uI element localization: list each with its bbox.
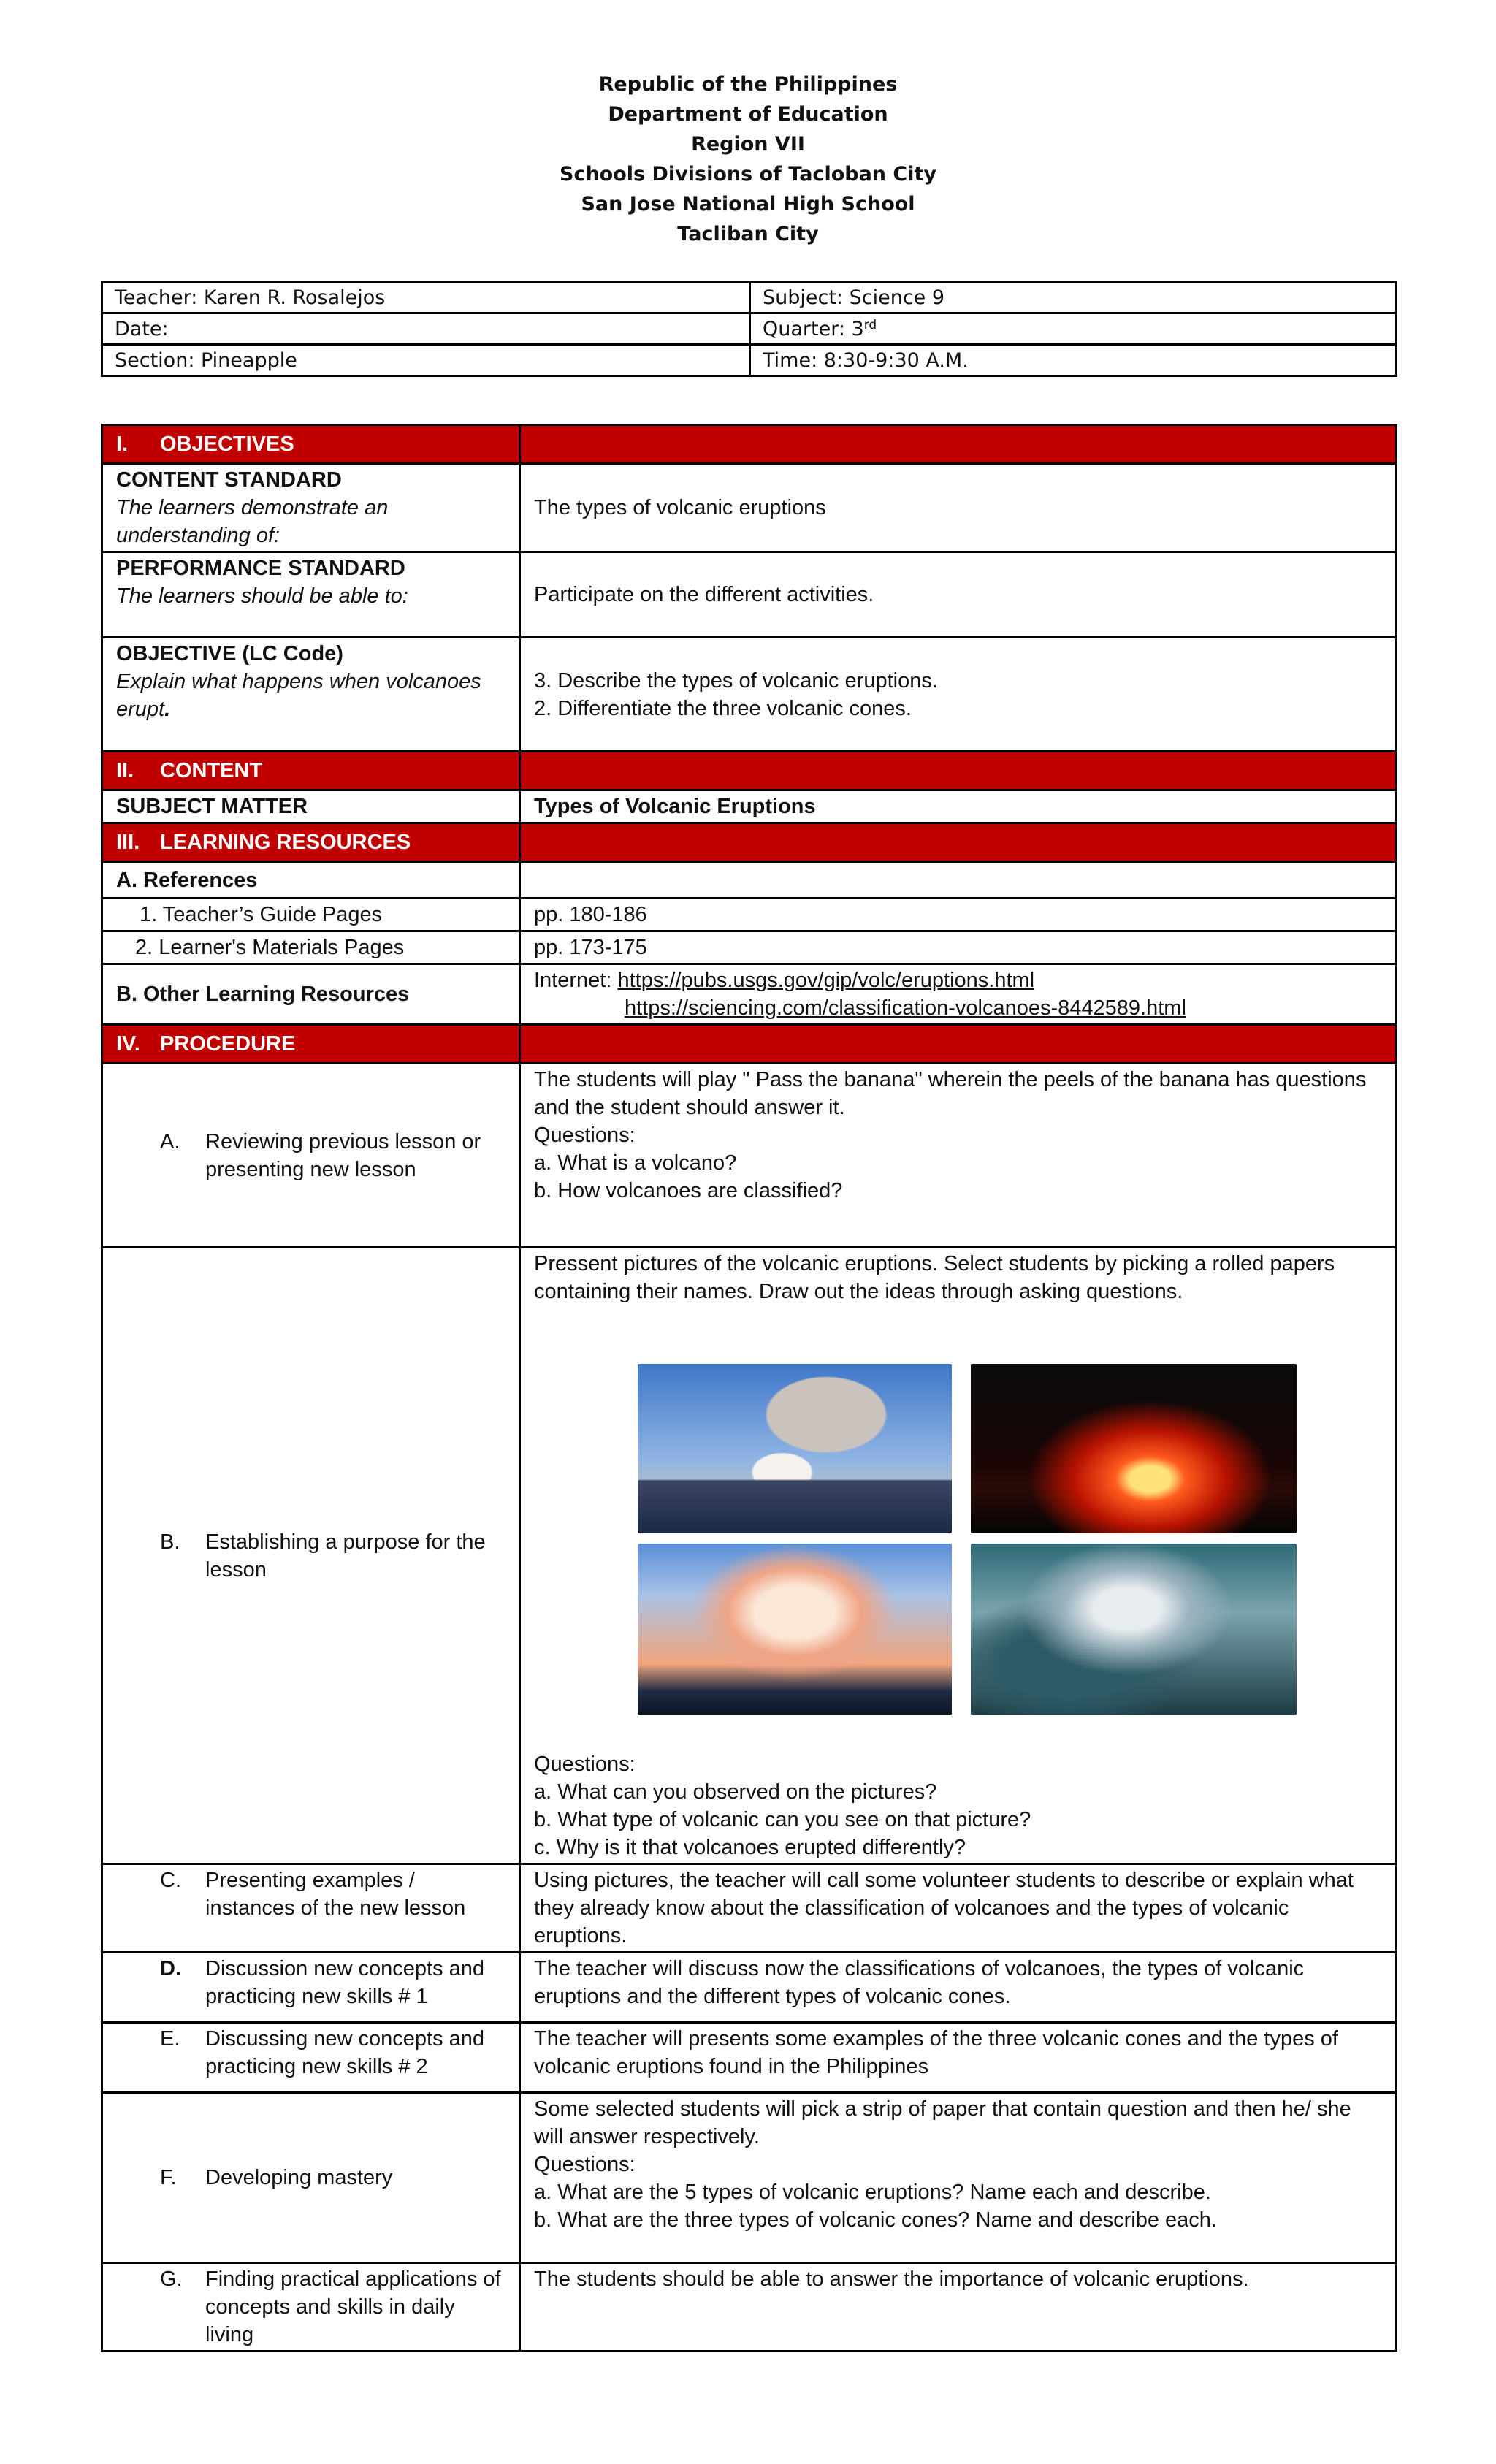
procedure-a-label-cell: A. Reviewing previous lesson or presenting new lesson xyxy=(102,1064,520,1248)
procedure-d-text: The teacher will discuss now the classifications of volcanoes, the types of volcanic eruptions and the different types of volcanic cones. xyxy=(520,1953,1397,2023)
procedure-f-label: Developing mastery xyxy=(205,2166,393,2189)
subject-matter-label: SUBJECT MATTER xyxy=(102,790,520,823)
performance-standard-value: Participate on the different activities. xyxy=(520,552,1397,638)
procedure-b-row xyxy=(102,1248,1397,1864)
time-cell: Time: 8:30-9:30 A.M. xyxy=(750,345,1397,376)
objective-item-3: 3. Describe the types of volcanic eruptions. xyxy=(534,668,938,693)
objective-label: OBJECTIVE (LC Code) xyxy=(116,642,343,665)
objectives-header-row xyxy=(102,425,1397,464)
procedure-e-label-cell: E. Discussing new concepts and practicing new skills # 2 xyxy=(102,2023,520,2093)
procedure-b-label-cell: B. Establishing a purpose for the lesson xyxy=(102,1248,520,1864)
header-department: Department of Education xyxy=(608,103,888,126)
content-standard-label: CONTENT STANDARD xyxy=(116,468,342,492)
subject-matter-row xyxy=(102,790,1397,823)
procedure-g-label-cell: G. Finding practical applications of concepts and skills in daily living xyxy=(102,2263,520,2352)
resources-header: III. LEARNING RESOURCES xyxy=(102,823,520,862)
usgs-link[interactable]: https://pubs.usgs.gov/gip/volc/eruptions.html xyxy=(617,969,1035,992)
teachers-guide-label: 1. Teacher’s Guide Pages xyxy=(102,899,520,931)
procedure-d-row xyxy=(102,1953,1397,2023)
other-resources-label: B. Other Learning Resources xyxy=(102,964,520,1025)
section-cell: Section: Pineapple xyxy=(102,345,750,376)
learners-materials-label: 2. Learner's Materials Pages xyxy=(102,931,520,964)
procedure-a-question-2: b. How volcanoes are classified? xyxy=(534,1179,843,1202)
procedure-a-questions-label: Questions: xyxy=(534,1124,636,1147)
references-row xyxy=(102,862,1397,899)
quarter-cell xyxy=(750,313,1397,345)
info-table xyxy=(101,281,1397,377)
learners-materials-value: pp. 173-175 xyxy=(520,931,1397,964)
procedure-header-row xyxy=(102,1025,1397,1064)
quarter-text: Quarter: 3 xyxy=(763,317,864,340)
procedure-b-text: Pressent pictures of the volcanic eruptions. Select students by picking a rolled papers containing their names. Draw out the ideas through asking questions. xyxy=(534,1252,1335,1303)
performance-standard-row xyxy=(102,552,1397,638)
procedure-b-label: Establishing a purpose for the lesson xyxy=(205,1530,486,1582)
date-cell: Date: xyxy=(102,313,750,345)
eruption-photo-ash-column xyxy=(971,1544,1297,1715)
objective-row xyxy=(102,638,1397,752)
content-standard-label-cell xyxy=(102,464,520,552)
procedure-e-label: Discussing new concepts and practicing new skills # 2 xyxy=(205,2027,485,2078)
other-resources-row xyxy=(102,964,1397,1025)
procedure-e-text: The teacher will presents some examples of the three volcanic cones and the types of volcanic eruptions found in the Philippines xyxy=(520,2023,1397,2093)
header-republic: Republic of the Philippines xyxy=(598,73,898,96)
procedure-f-content xyxy=(520,2093,1397,2263)
eruption-photo-mushroom-cloud xyxy=(638,1544,952,1715)
school-header xyxy=(0,69,1496,249)
procedure-b-questions-label: Questions: xyxy=(534,1752,636,1776)
procedure-c-label-cell: C. Presenting examples / instances of the new lesson xyxy=(102,1864,520,1953)
teacher-cell: Teacher: Karen R. Rosalejos xyxy=(102,282,750,313)
procedure-b-question-1: a. What can you observed on the pictures? xyxy=(534,1780,937,1804)
objective-label-cell xyxy=(102,638,520,752)
procedure-f-question-1: a. What are the 5 types of volcanic eruptions? Name each and describe. xyxy=(534,2181,1211,2204)
content-standard-sub: The learners demonstrate an understanding of: xyxy=(116,496,389,547)
procedure-a-question-1: a. What is a volcano? xyxy=(534,1151,737,1175)
procedure-e-row xyxy=(102,2023,1397,2093)
procedure-f-row xyxy=(102,2093,1397,2263)
objective-sub: Explain what happens when volcanoes erupt. xyxy=(116,670,481,721)
procedure-a-text: The students will play " Pass the banana" wherein the peels of the banana has questions and the student should answer it. xyxy=(534,1068,1367,1119)
performance-standard-sub: The learners should be able to: xyxy=(116,584,408,608)
procedure-a-label: Reviewing previous lesson or presenting new lesson xyxy=(205,1129,481,1181)
procedure-f-questions-label: Questions: xyxy=(534,2153,636,2176)
quarter-suffix: rd xyxy=(863,317,877,332)
learners-materials-row xyxy=(102,931,1397,964)
procedure-d-label: Discussion new concepts and practicing new skills # 1 xyxy=(205,1957,485,2008)
content-standard-value: The types of volcanic eruptions xyxy=(520,464,1397,552)
content-header: II. CONTENT xyxy=(102,752,520,790)
resources-header-row xyxy=(102,823,1397,862)
procedure-b-question-2: b. What type of volcanic can you see on that picture? xyxy=(534,1808,1031,1831)
procedure-c-row xyxy=(102,1864,1397,1953)
references-label: A. References xyxy=(102,862,520,899)
procedure-g-label: Finding practical applications of concepts and skills in daily living xyxy=(205,2267,501,2346)
sciencing-link[interactable]: https://sciencing.com/classification-volcanoes-8442589.html xyxy=(625,996,1186,1020)
objective-value-cell xyxy=(520,638,1397,752)
performance-standard-label-cell xyxy=(102,552,520,638)
objectives-header: I. OBJECTIVES xyxy=(102,425,520,464)
eruption-photos xyxy=(638,1364,1382,1715)
procedure-f-label-cell: F. Developing mastery xyxy=(102,2093,520,2263)
content-header-row xyxy=(102,752,1397,790)
teachers-guide-value: pp. 180-186 xyxy=(520,899,1397,931)
header-region: Region VII xyxy=(691,133,805,156)
procedure-a-row xyxy=(102,1064,1397,1248)
procedure-c-text: Using pictures, the teacher will call some volunteer students to describe or explain what they already know about the classification of volcanoes and the types of volcanic eruptions. xyxy=(520,1864,1397,1953)
subject-matter-value: Types of Volcanic Eruptions xyxy=(520,790,1397,823)
procedure-g-row xyxy=(102,2263,1397,2352)
procedure-b-content xyxy=(520,1248,1397,1864)
procedure-a-content xyxy=(520,1064,1397,1248)
content-standard-row xyxy=(102,464,1397,552)
header-school: San Jose National High School xyxy=(581,193,915,215)
teachers-guide-row xyxy=(102,899,1397,931)
objective-item-2: 2. Differentiate the three volcanic cones. xyxy=(534,696,912,720)
internet-label: Internet: xyxy=(534,969,612,992)
eruption-photo-ash-plume xyxy=(638,1364,952,1533)
procedure-f-text: Some selected students will pick a strip of paper that contain question and then he/ she will answer respectively. xyxy=(534,2097,1351,2148)
procedure-c-label: Presenting examples / instances of the new lesson xyxy=(205,1869,466,1920)
procedure-header: IV. PROCEDURE xyxy=(102,1025,520,1064)
header-city: Tacliban City xyxy=(677,223,819,245)
other-resources-value xyxy=(520,964,1397,1025)
procedure-d-label-cell: D. Discussion new concepts and practicing new skills # 1 xyxy=(102,1953,520,2023)
header-division: Schools Divisions of Tacloban City xyxy=(560,163,936,186)
subject-cell: Subject: Science 9 xyxy=(750,282,1397,313)
eruption-photo-lava-fountain xyxy=(971,1364,1297,1533)
procedure-g-text: The students should be able to answer the importance of volcanic eruptions. xyxy=(520,2263,1397,2352)
performance-standard-label: PERFORMANCE STANDARD xyxy=(116,557,405,580)
lesson-plan-table xyxy=(101,424,1397,2352)
procedure-b-question-3: c. Why is it that volcanoes erupted differently? xyxy=(534,1836,966,1859)
procedure-f-question-2: b. What are the three types of volcanic cones? Name and describe each. xyxy=(534,2208,1217,2232)
